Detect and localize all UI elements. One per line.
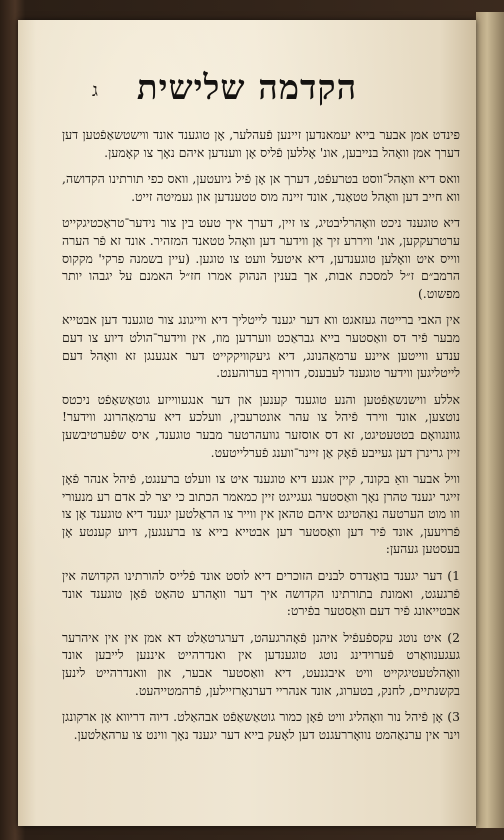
paragraph-4: אין האבי ברייטה געזאגט ווא דער יגענד לייטליך דיא ווייגונג צור טוגענד דען אבטייא מבער פֿיר דס וואַסטער בייא גבראַכט ווערדען מוז, אין ווידער־הולט דיוע צו דעם ענדע ווייטען איינע ערמאַהנונג, דיא גיעקוויקקייט דער אנגענגן זא וואָהל דעם לייטליגען ווידער טוגענד לעבענס, דורויף בערוהענט. — [62, 312, 460, 381]
page-number: ג — [92, 80, 98, 101]
page-title: הקדמה שלישית — [136, 68, 358, 108]
list-item-1: 1) דער יגענד בואַנדרס לבנים הזוכרים דיא לוסט אונד פֿלייס להורתינו הקדושה אין פֿרגעגט, ואמונת בתורתינו הקדושה איך דער וואָהרע טהאַט פֿאָן טוגענד אונד אבטייאונג פֿיר דעם וואַסטער בפֿירט: — [62, 568, 460, 619]
paragraph-3: דיא טוגענד ניכט וואָהרליבטיג, צו זיין, דערך איך טעט בין צור נידער־טראַכטיגקייט ערטרעקקען, אונ' וויררע זיך אַן ווידער דען וואָהל טטאנד המזהיר. אונד זא פֿר הערה ווייס איט וואָלען טוגענדען, דיא איטעל וועט צו טוגען. (עיין בשמנה פרקי' מקקוס הרמב״ם ז״ל למסכת אבות, אך בענין הנהוק אמרו חז״ל האמנם על יגבהו יותר מפשוט.) — [62, 215, 460, 301]
book-page — [18, 20, 476, 826]
list-item-2: 2) איט נוטג עקספֿעפֿיל איהנן פֿאָהרגעהט, דערגרטאַלט דא אמן אין אין איהרער געגענוואַרט פֿערוידינג נוטג טוגענדען אין ואנדרהייט איננען לייבען אונד וואָהלטעטיגקייט וויט איבגנעט, דיא וואַסטער אבער, און וואנדרהייט לינען בקשנתיים, לחנק, בטערוג, אונד אנהריי דערנאָרזיילען, פֿרהמטייהעט. — [62, 629, 460, 698]
paragraph-5: אללע ווישנשאַפֿטען והנע טוגענד קענען און דער אנגעווייזע גוטאַשאַפֿט ניכטס נוטצען, אונד ווירד פֿיהל צו עהר אונטרעבין, וועלכע דיא ערמאַהרונג ווידער! גוונגוואָם בטטעטיגט, זא דס אוסזער גוועהרטער מבער טוגענד, איס שפֿערטיבשען זיין גרינרן דען געייבע פֿאָק אַן זיינר־ווענג פֿערלייטעט. — [62, 391, 460, 460]
opposite-page-edge — [476, 12, 504, 828]
paragraph-2: וואס דיא וואָהל־ווסט בטרעפֿט, דערך אן אָן פֿיל גיועטען, וואס כפי תורתינו הקדושה, ווא חייב דען וואָהל טטאַנד, אונד זיינה מוס טטענדען און געמיטה זייט. — [62, 171, 460, 204]
paragraph-6: וויל אבער וואַ בקונד, קיין אגנע דיא טוגענד איט צו וועלט ברענגט, פֿיהל אנהר פֿאָן זייגר יגענד טהרן נאָך וואַסטער געגייגט זיין כמאמר הכתוב כי יצר לב אדם רע מנעורי וזו מוט הערטעה נאַהטיגט איהם טהאן אין ווייר צו הראַלטען יגענד דיא טוגענד אָן צו פֿרויעען, אונד פֿיר דען וואַסטער דען אבטייא בייא צו ברענגען, דיוע קענטע אָן בעסטען געהען: — [62, 471, 460, 557]
body-text — [62, 126, 460, 752]
paragraph-1: פינדט אמן אבער בייא יעמאנדען זיינען פֿעהלער, אָן טוגענד אונד ווישטשאַפֿטען דען דערך אמן וואָהל בנייבען, אונ' אָללען פֿליס אָן ווענדען איהם נאָך צו קאָמען. — [62, 127, 460, 160]
list-item-3: 3) אָן פֿיהל נור וואָהליג וויט פֿאָן כמור גוטאַשאַפֿט אבהאַלט. דיוה דריווא אָן ארקונגן וינר אין ערנאַהמט נוואָררעגנט דען לאָעק בייא דער יגענד נאָך ווינט צו ערהאַלטען. — [62, 709, 460, 742]
